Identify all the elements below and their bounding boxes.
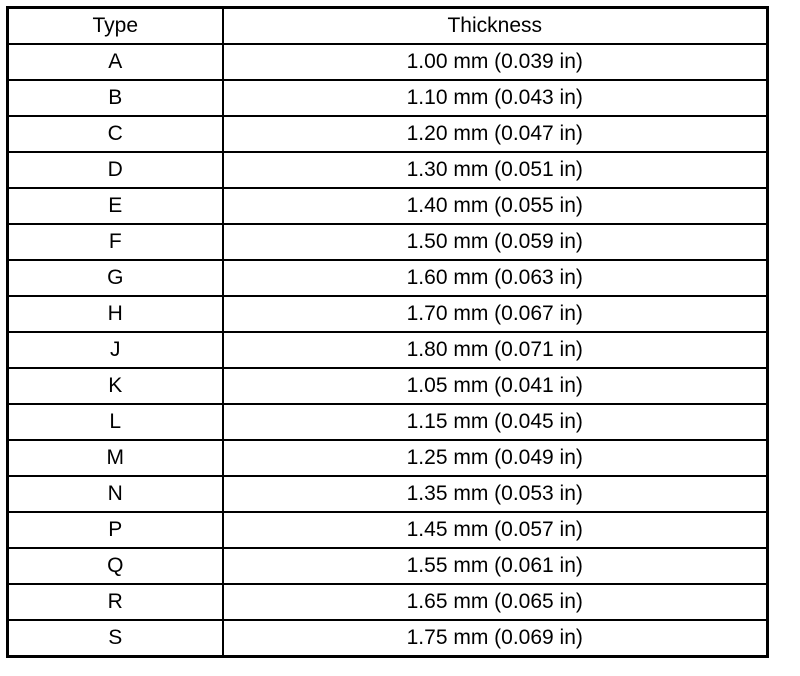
type-cell: C	[8, 116, 223, 152]
thickness-cell: 1.80 mm (0.071 in)	[223, 332, 768, 368]
table-row	[8, 368, 768, 404]
thickness-cell: 1.35 mm (0.053 in)	[223, 476, 768, 512]
table-row	[8, 80, 768, 116]
type-cell: E	[8, 188, 223, 224]
type-cell: L	[8, 404, 223, 440]
thickness-cell: 1.10 mm (0.043 in)	[223, 80, 768, 116]
thickness-cell: 1.50 mm (0.059 in)	[223, 224, 768, 260]
table-row	[8, 332, 768, 368]
table-row	[8, 116, 768, 152]
type-cell: A	[8, 44, 223, 80]
type-cell: K	[8, 368, 223, 404]
thickness-cell: 1.75 mm (0.069 in)	[223, 620, 768, 657]
thickness-cell: 1.55 mm (0.061 in)	[223, 548, 768, 584]
thickness-cell: 1.70 mm (0.067 in)	[223, 296, 768, 332]
type-cell: S	[8, 620, 223, 657]
table-header-row	[8, 8, 768, 45]
type-cell: H	[8, 296, 223, 332]
table-row	[8, 152, 768, 188]
type-cell: G	[8, 260, 223, 296]
thickness-cell: 1.60 mm (0.063 in)	[223, 260, 768, 296]
type-cell: B	[8, 80, 223, 116]
table-row	[8, 548, 768, 584]
type-cell: P	[8, 512, 223, 548]
type-cell: N	[8, 476, 223, 512]
table-row	[8, 260, 768, 296]
type-cell: R	[8, 584, 223, 620]
table-row	[8, 188, 768, 224]
table-row	[8, 440, 768, 476]
thickness-table	[6, 6, 769, 658]
thickness-cell: 1.20 mm (0.047 in)	[223, 116, 768, 152]
thickness-cell: 1.05 mm (0.041 in)	[223, 368, 768, 404]
table-row	[8, 224, 768, 260]
table-row	[8, 404, 768, 440]
thickness-cell: 1.40 mm (0.055 in)	[223, 188, 768, 224]
type-cell: J	[8, 332, 223, 368]
thickness-cell: 1.30 mm (0.051 in)	[223, 152, 768, 188]
thickness-cell: 1.25 mm (0.049 in)	[223, 440, 768, 476]
header-type: Type	[8, 8, 223, 45]
type-cell: M	[8, 440, 223, 476]
table-row	[8, 512, 768, 548]
thickness-table-container	[6, 6, 766, 658]
type-cell: Q	[8, 548, 223, 584]
header-thickness: Thickness	[223, 8, 768, 45]
thickness-cell: 1.00 mm (0.039 in)	[223, 44, 768, 80]
table-row	[8, 44, 768, 80]
type-cell: D	[8, 152, 223, 188]
type-cell: F	[8, 224, 223, 260]
table-row	[8, 584, 768, 620]
table-row	[8, 296, 768, 332]
table-row	[8, 476, 768, 512]
thickness-cell: 1.65 mm (0.065 in)	[223, 584, 768, 620]
thickness-cell: 1.15 mm (0.045 in)	[223, 404, 768, 440]
thickness-cell: 1.45 mm (0.057 in)	[223, 512, 768, 548]
table-row	[8, 620, 768, 657]
